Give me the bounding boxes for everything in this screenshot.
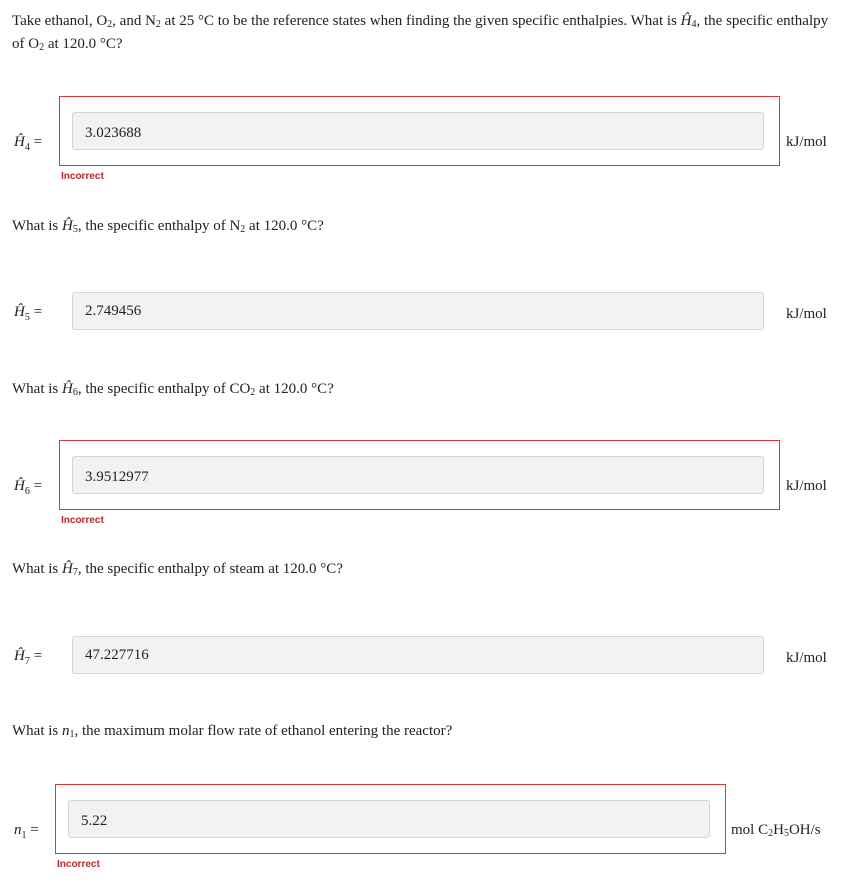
h4-label: $Ĥ_4$ = <box>14 134 43 153</box>
n1-answer-input[interactable] <box>68 800 710 838</box>
question-h6-prompt: What is $Ĥ_6$, the specific enthalpy of $CO_2$ at 120.0 °C? <box>12 381 334 398</box>
n1-label: $n_1$ = <box>14 822 39 841</box>
h6-answer-input[interactable] <box>72 456 764 494</box>
h7-label: $Ĥ_7$ = <box>14 648 43 667</box>
h4-incorrect-label: Incorrect <box>61 171 104 182</box>
h4-answer-input[interactable] <box>72 112 764 150</box>
h5-unit: kJ/mol <box>786 306 827 322</box>
n1-unit: mol $C_2H_5OH/s$ <box>731 822 821 839</box>
n1-incorrect-label: Incorrect <box>57 859 100 870</box>
h6-unit: kJ/mol <box>786 478 827 494</box>
question-h7-prompt: What is $Ĥ_7$, the specific enthalpy of steam at 120.0 °C? <box>12 561 343 578</box>
h6-incorrect-label: Incorrect <box>61 515 104 526</box>
h5-label: $Ĥ_5$ = <box>14 304 43 323</box>
question-h4-prompt: Take ethanol, $O_2$, and $N_2$ at 25 °C to be the reference states when finding the given specific enthalpies. What is $Ĥ_4$, the specific enthalpy of $O_2$ at 120.0 °C? <box>12 13 829 54</box>
h6-label: $Ĥ_6$ = <box>14 478 43 497</box>
h4-unit: kJ/mol <box>786 134 827 150</box>
question-n1-prompt: What is $n_1$, the maximum molar flow rate of ethanol entering the reactor? <box>12 723 453 740</box>
question-h5-prompt: What is $Ĥ_5$, the specific enthalpy of $N_2$ at 120.0 °C? <box>12 218 324 235</box>
h7-answer-input[interactable] <box>72 636 764 674</box>
h7-unit: kJ/mol <box>786 650 827 666</box>
h5-answer-input[interactable] <box>72 292 764 330</box>
